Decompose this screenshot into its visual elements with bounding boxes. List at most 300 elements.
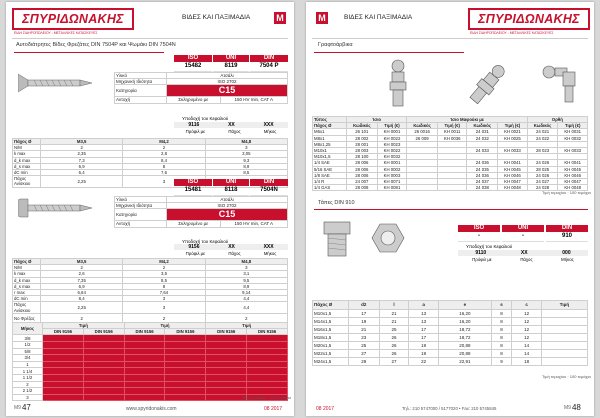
table-cell (541, 342, 587, 350)
table-cell: Ατσάλι (167, 73, 288, 79)
table-cell: KH 0081 (377, 185, 407, 191)
table-cell: Μηχανική Ιδιότητα (115, 79, 167, 85)
table-row (313, 358, 588, 366)
page-number: 48 (571, 403, 581, 412)
table-cell: Τιμή (€) (498, 123, 528, 129)
table-cell: DIN 9156 (165, 329, 206, 335)
table-note: Τιμή τεμαχίου · 100 τεμάχια (242, 395, 291, 400)
table-cell: 24 026 (527, 160, 558, 166)
table-cell (541, 310, 587, 318)
table-cell: 14 (512, 350, 542, 358)
table-cell: 1 (13, 361, 43, 368)
table-cell: 14 (512, 342, 542, 350)
table-cell: Τιμή (€) (558, 123, 588, 129)
table-cell: KH 0046 (558, 172, 588, 178)
iso-header: ISO (458, 225, 500, 232)
table-cell (437, 185, 467, 191)
table-cell: 3 (123, 176, 205, 187)
table-cell: 24 007 (347, 179, 378, 185)
table-cell: 12 (512, 334, 542, 342)
table-cell: 3,1 (205, 271, 287, 277)
table-cell: 8,4 (41, 296, 123, 302)
table-cell (165, 348, 206, 355)
table-cell: 26 (379, 334, 409, 342)
table-cell: KH 0003 (377, 172, 407, 178)
table-cell: 12 (512, 326, 542, 334)
table-cell (83, 394, 124, 401)
table-cell: 3/8 (13, 335, 43, 342)
table-cell: 24 027 (527, 179, 558, 185)
table-cell: KH 0001 (377, 160, 407, 166)
table-cell: 2,8 (123, 151, 205, 157)
table-cell: k max (13, 151, 41, 157)
table-cell: 2 (205, 313, 287, 324)
uni-value-2: 8118 (213, 186, 249, 196)
table-cell (206, 348, 247, 355)
table-cell: ISO 2702 (167, 79, 288, 85)
table-cell: KH 0033 (558, 148, 588, 154)
table-row (313, 326, 588, 334)
table-cell: 7,35 (41, 277, 123, 283)
table-cell: dC min (13, 170, 41, 176)
table-cell: 8,5 (205, 170, 287, 176)
plug-images (320, 218, 420, 262)
brand-logo: ΣΠΥΡΙΔΩΝΑΚΗΣ (468, 8, 590, 30)
table-row (13, 361, 288, 368)
table-cell: 28 023 (527, 148, 558, 154)
table-cell: 8 (491, 326, 511, 334)
table-cell: 19 (409, 350, 439, 358)
table-cell: M8x1 (313, 135, 347, 141)
table-cell: 17 (349, 310, 380, 318)
table-cell: KH 0033 (498, 148, 528, 154)
table-cell (83, 348, 124, 355)
table-cell: Τιμή (€) (437, 123, 467, 129)
table-cell: KH 0023 (377, 141, 407, 147)
table-cell: M4,8 (205, 259, 287, 265)
iso-header: ISO (174, 55, 212, 62)
table-cell: M20x1,5 (313, 342, 349, 350)
table-cell: dC min (13, 296, 41, 302)
table-cell: KH 0022 (377, 135, 407, 141)
uni-header: UNI (213, 55, 249, 62)
section-underline (314, 209, 588, 210)
table-cell: Μηχανική Ιδιότητα (115, 203, 167, 209)
table-cell: KH 0041 (498, 160, 528, 166)
screw-countersunk-image (18, 72, 98, 94)
table-cell (43, 335, 84, 342)
footer-contact: Τηλ.: 210 5747000 / 5177020 • Fax: 210 5745845 (402, 406, 497, 411)
table-cell: KH 0071 (377, 179, 407, 185)
dimension-table-2 (12, 258, 288, 325)
table-row (13, 335, 288, 342)
table-cell: 13 (409, 310, 439, 318)
din-header: DIN (250, 55, 288, 62)
table-cell: 2 (123, 265, 205, 271)
table-cell: l (379, 301, 409, 310)
table-cell: 21 (379, 310, 409, 318)
table-cell: Ατσάλι (167, 197, 288, 203)
table-cell: KH 0047 (558, 179, 588, 185)
table-row (13, 374, 288, 381)
table-cell: Σκληρυμένο με (167, 221, 221, 227)
footer-left: M9 47 (14, 403, 31, 412)
table-cell: Τιμή (124, 323, 206, 329)
table-cell (541, 334, 587, 342)
table-cell (43, 348, 84, 355)
table-cell (247, 374, 288, 381)
table-cell: 28 006 (347, 166, 378, 172)
table-cell: KH 0041 (558, 160, 588, 166)
table-cell: 2 (41, 145, 123, 151)
table-cell: 2,25 (41, 176, 123, 187)
table-cell (247, 361, 288, 368)
table-cell (165, 335, 206, 342)
table-row (313, 334, 588, 342)
table-cell (124, 381, 165, 388)
table-cell: 21 (379, 318, 409, 326)
sub-label: Υποδοχή του Κεφαλιού (182, 116, 229, 121)
table-cell (247, 381, 288, 388)
iso-value: - (458, 232, 500, 242)
din-header: DIN (546, 225, 588, 232)
table-cell: 16,20 (438, 318, 491, 326)
table-cell: Τιμή (€) (377, 123, 407, 129)
table-cell: Κωδικός (407, 123, 438, 129)
table-cell: M10x1 (313, 148, 347, 154)
table-row (13, 368, 288, 375)
table-cell: M16x1,5 (313, 326, 349, 334)
table-cell: 8 (491, 342, 511, 350)
left-page (6, 2, 294, 416)
table-cell: 20,88 (438, 342, 491, 350)
table-cell: 20,88 (438, 350, 491, 358)
table-cell: KH 0036 (437, 135, 467, 141)
table-cell: 25 (349, 342, 380, 350)
section-title-2: Τάπες DIN 910 (318, 200, 355, 206)
table-cell: 9,3 (205, 157, 287, 163)
table-cell: d_s max (13, 283, 41, 289)
table-cell (165, 361, 206, 368)
table-cell: 9,14 (205, 290, 287, 296)
table-cell: 2 1/2 (13, 388, 43, 395)
table-cell: 2,6 (41, 271, 123, 277)
table-cell: 29 (349, 358, 380, 366)
code-values-2: 9156 XX XXX (174, 244, 288, 250)
table-cell: Υλικό (115, 197, 167, 203)
table-cell (43, 388, 84, 395)
category-badge-2: C15 (167, 209, 288, 221)
table-note-2: Τιμή τεμαχίου · 100 τεμάχια (542, 374, 591, 379)
table-cell: 24 036 (467, 172, 498, 178)
grease-nipple-table (312, 116, 588, 191)
table-cell: M8x1,25 (313, 141, 347, 147)
table-cell: 24 021 (527, 129, 558, 135)
uni-value: 8119 (213, 62, 249, 72)
din-header-2: DIN (250, 179, 288, 186)
prop-label: Υλικό (115, 73, 167, 79)
table-cell: KH 0021 (498, 129, 528, 135)
table-cell: 3 (123, 302, 205, 313)
code-values: 9116 XX XXX (174, 122, 288, 128)
table-cell: 24 038 (467, 185, 498, 191)
table-cell: 5/16 SAE (313, 166, 347, 172)
uni-header-2: UNI (213, 179, 249, 186)
table-cell (206, 374, 247, 381)
table-cell: Μήκος (13, 323, 43, 335)
sub-label: Υποδοχή του Κεφαλιού (466, 244, 513, 249)
table-cell: M18x1,5 (313, 334, 349, 342)
table-cell: Σκληρυμένο με (167, 97, 221, 103)
table-cell: 2,25 (41, 302, 123, 313)
table-cell (165, 342, 206, 349)
table-cell: d2 (349, 301, 380, 310)
table-cell: 1/8 SAE (313, 172, 347, 178)
table-cell: d_s max (13, 163, 41, 169)
code-values: 9110 XX 000 (458, 250, 588, 256)
brand-subtitle: ΕΙΔΗ ΣΙΔΗΡΟΠΩΛΕΙΟΥ - ΜΕΤΑΛΛΙΚΕΣ ΚΑΤΑΣΚΕΥΕΣ (14, 31, 98, 35)
table-cell: M3,5 (41, 259, 123, 265)
table-cell: KH 0031 (558, 129, 588, 135)
table-cell: Ν/M (13, 145, 41, 151)
table-cell: Τύπος (313, 117, 347, 123)
table-row (13, 388, 288, 395)
table-cell: 18 (512, 358, 542, 366)
section-title: ΒΙΔΕΣ ΚΑΙ ΠΑΞΙΜΑΔΙΑ (344, 14, 413, 21)
table-cell (124, 394, 165, 401)
table-cell (83, 388, 124, 395)
table-cell: 22,91 (438, 358, 491, 366)
table-cell: 150 HV min, CAT A (220, 221, 287, 227)
table-cell: 28 002 (347, 135, 378, 141)
table-cell: M10x1,5 (313, 310, 349, 318)
table-cell: M14x1,5 (313, 318, 349, 326)
table-cell: 21 (349, 326, 380, 334)
footer-date: 08 2017 (264, 406, 283, 412)
table-cell: M4,2 (123, 139, 205, 145)
table-cell (206, 381, 247, 388)
table-cell: KH 0001 (377, 129, 407, 135)
table-cell: 24 028 (527, 185, 558, 191)
footer-website: www.spyridonakis.com (126, 406, 177, 412)
table-cell: 7,6 (123, 170, 205, 176)
table-cell: Πάχος Ανίσκιου (13, 176, 41, 187)
table-cell: Κωδικός (467, 123, 498, 129)
table-cell: KH 0048 (558, 185, 588, 191)
table-cell: 26 (379, 350, 409, 358)
table-cell (206, 388, 247, 395)
table-cell: 6,9 (41, 283, 123, 289)
table-cell (83, 374, 124, 381)
table-cell: KH 0002 (377, 166, 407, 172)
table-cell: Κατηγορία (115, 85, 167, 97)
table-cell: Αντοχή (115, 97, 167, 103)
spec-table-2 (114, 196, 288, 228)
table-cell: a (409, 301, 439, 310)
table-cell: 150 HV min, CAT A (220, 97, 287, 103)
table-cell: 13 (409, 318, 439, 326)
table-cell: Ορθή (527, 117, 587, 123)
table-cell (541, 358, 587, 366)
table-cell: 17 (409, 326, 439, 334)
table-cell (83, 355, 124, 362)
table-cell: KH 0045 (498, 166, 528, 172)
din-value-2: 7504N (250, 186, 288, 196)
table-cell: 3,5 (123, 271, 205, 277)
table-cell: 12 (512, 310, 542, 318)
table-cell: 1/2 (13, 342, 43, 349)
table-cell: d_k max (13, 277, 41, 283)
table-cell: 2,35 (41, 151, 123, 157)
table-cell: M22x1,5 (313, 350, 349, 358)
table-cell: KH 0046 (498, 172, 528, 178)
table-cell: Πάχος Ø (13, 259, 41, 265)
table-cell (43, 374, 84, 381)
table-cell (541, 326, 587, 334)
title-underline (314, 52, 464, 53)
table-cell: M24x1,5 (313, 358, 349, 366)
iso-header-2: ISO (174, 179, 212, 186)
table-cell: 28 006 (347, 172, 378, 178)
table-cell: 3/4 (13, 355, 43, 362)
page-number: 47 (21, 403, 31, 412)
table-row (13, 348, 288, 355)
code-labels-2: Πρόφιλ με Πάχος Μήκος (185, 251, 277, 256)
table-cell: 8 (123, 283, 205, 289)
table-cell: Πάχος Ανίσκιου (13, 302, 41, 313)
table-cell: DIN 9156 (247, 329, 288, 335)
table-note: Τιμή τεμαχίου · 100 τεμάχια (542, 190, 591, 195)
table-cell (43, 368, 84, 375)
table-cell: 7,64 (123, 290, 205, 296)
plug-dimension-table (312, 300, 588, 366)
footer-right: M9 48 (564, 403, 581, 412)
table-cell (43, 342, 84, 349)
table-cell (206, 355, 247, 362)
table-cell: 26 (379, 342, 409, 350)
table-cell: KH 0032 (558, 135, 588, 141)
table-cell (247, 355, 288, 362)
table-cell: 22 (409, 358, 439, 366)
table-cell: 24 037 (467, 179, 498, 185)
table-cell: 2 (123, 313, 205, 324)
table-cell (43, 355, 84, 362)
table-cell: 8 (491, 334, 511, 342)
table-cell: 24 032 (467, 135, 498, 141)
table-cell: KH 0025 (498, 135, 528, 141)
table-cell: 26 009 (407, 135, 438, 141)
table-cell: 28 003 (347, 148, 378, 154)
table-cell: 8,9 (205, 283, 287, 289)
table-cell (124, 348, 165, 355)
table-cell (407, 185, 438, 191)
table-cell: Κατηγορία (115, 209, 167, 221)
table-cell: 9,5 (205, 277, 287, 283)
table-cell: KH 0048 (498, 185, 528, 191)
table-cell (206, 361, 247, 368)
table-row (13, 342, 288, 349)
table-cell (247, 342, 288, 349)
table-cell: 24 022 (527, 135, 558, 141)
table-cell (43, 381, 84, 388)
table-row (13, 355, 288, 362)
table-cell (206, 342, 247, 349)
table-row (313, 350, 588, 358)
table-cell: ISO 2702 (167, 203, 288, 209)
table-cell: Τιμή (43, 323, 125, 329)
table-cell: 24 033 (467, 148, 498, 154)
brand-subtitle: ΕΙΔΗ ΣΙΔΗΡΟΠΩΛΕΙΟΥ - ΜΕΤΑΛΛΙΚΕΣ ΚΑΤΑΣΚΕΥΕΣ (470, 31, 554, 35)
table-cell: 26 0016 (407, 129, 438, 135)
din-value: 7504 P (250, 62, 288, 72)
table-cell: 4,4 (205, 302, 287, 313)
table-cell: 17 (409, 334, 439, 342)
table-cell: 9 (491, 358, 511, 366)
table-cell: KH 0032 (377, 154, 407, 160)
table-cell: 5/8 (13, 348, 43, 355)
table-cell: DIN 9156 (206, 329, 247, 335)
table-cell: 2 (13, 381, 43, 388)
divider (12, 38, 288, 39)
table-cell: 12 (512, 318, 542, 326)
table-cell (124, 388, 165, 395)
table-cell: 26 101 (347, 129, 378, 135)
table-cell (124, 342, 165, 349)
table-cell: 24 026 (527, 172, 558, 178)
table-cell (247, 348, 288, 355)
table-cell: 1 1/2 (13, 374, 43, 381)
product-title: Γραφτοάρβικα (318, 42, 353, 48)
table-cell: r max (13, 290, 41, 296)
table-cell: Τιμή (541, 301, 587, 310)
table-cell (247, 388, 288, 395)
table-cell: M4,8 (205, 139, 287, 145)
table-cell: 3 (13, 394, 43, 401)
table-cell: 2 (41, 313, 123, 324)
code-labels: Πρόφιλ με Πάχος Μήκος (472, 257, 574, 262)
table-cell: 2 (41, 265, 123, 271)
table-cell (206, 368, 247, 375)
table-cell: Ίσιο Μαφούκι με (407, 117, 527, 123)
table-cell: 1/4 SAE (313, 160, 347, 166)
table-cell: 25 (379, 326, 409, 334)
iso-value-2: 15481 (174, 186, 212, 196)
uni-header: UNI (502, 225, 544, 232)
table-cell: 6,9 (41, 163, 123, 169)
table-cell: 28 100 (347, 154, 378, 160)
din-value: 910 (546, 232, 588, 242)
table-cell: d_k max (13, 157, 41, 163)
table-cell (83, 342, 124, 349)
table-cell (83, 381, 124, 388)
table-row (313, 342, 588, 350)
table-cell: 8 (491, 350, 511, 358)
table-cell (165, 388, 206, 395)
table-cell: M6x1 (313, 129, 347, 135)
table-cell: 8 (491, 310, 511, 318)
table-cell: 2 (123, 145, 205, 151)
table-cell: e (438, 301, 491, 310)
iso-value: 15482 (174, 62, 212, 72)
table-cell (124, 368, 165, 375)
table-cell: Πάχος Ø (313, 123, 347, 129)
uni-value: - (502, 232, 544, 242)
table-cell: 6,64 (41, 290, 123, 296)
table-row (313, 310, 588, 318)
table-cell (541, 350, 587, 358)
m-logo: M (316, 12, 328, 24)
code-labels: Πρόφιλ με Πάχος Μήκος (185, 129, 277, 134)
